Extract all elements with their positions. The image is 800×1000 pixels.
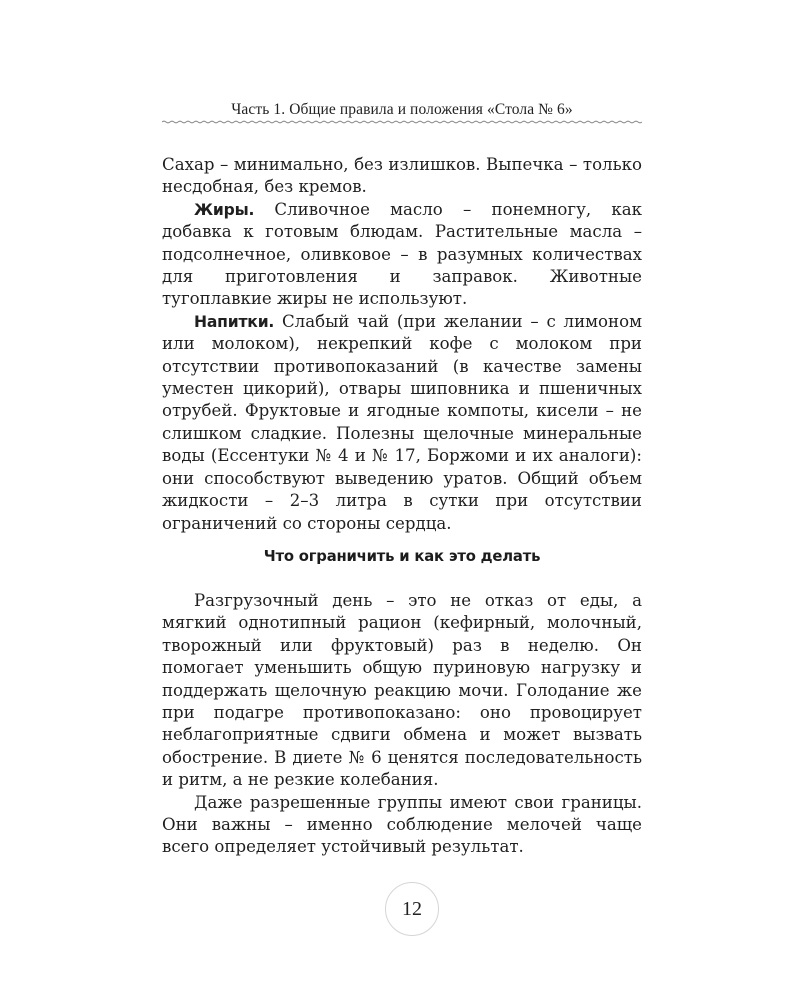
paragraph-sugar: Сахар – минимально, без излишков. Выпечка – только несдобная, без кремов. bbox=[162, 155, 642, 197]
paragraph-fasting-day: Разгрузочный день – это не отказ от еды, а мягкий однотипный рацион (кефирный, молочный, творожный или фруктовый) раз в неделю. Он помогает уменьшить общую пуриновую нагрузку и поддержать щелочную реакцию мочи. Голодание же при подагре противопоказано: оно провоцирует неблагоприятные сдвиги обмена и может вызвать обострение. В диете № 6 ценятся последовательность и ритм, а не резкие колебания. bbox=[162, 591, 642, 790]
fats-text: Сливочное масло – понемногу, как добавка к готовым блюдам. Растительные масла – подсолнечное, оливковое – в разумных количествах для приготовления и заправок. Животные тугоплавкие жиры не используют. bbox=[162, 199, 642, 309]
running-header-title: Часть 1. Общие правила и положения «Стола № 6» bbox=[231, 101, 573, 118]
drinks-label: Напитки. bbox=[194, 312, 275, 331]
section-allowed-foods bbox=[162, 154, 642, 535]
paragraph-fats bbox=[162, 199, 642, 311]
section-restrictions bbox=[162, 590, 642, 859]
paragraph-drinks bbox=[162, 311, 642, 535]
running-header bbox=[162, 101, 642, 119]
fats-label: Жиры. bbox=[194, 200, 255, 219]
section-heading bbox=[162, 548, 642, 565]
page-number-badge bbox=[385, 882, 439, 936]
section-heading-text: Что ограничить и как это делать bbox=[263, 548, 541, 565]
page-number: 12 bbox=[402, 897, 422, 920]
header-wavy-rule bbox=[162, 118, 642, 126]
paragraph-limits: Даже разрешенные группы имеют свои границы. Они важны – именно соблюдение мелочей чаще всего определяет устойчивый результат. bbox=[162, 792, 642, 857]
drinks-text: Слабый чай (при желании – с лимоном или молоком), некрепкий кофе с молоком при отсутствии противопоказаний (в качестве замены уместен цикорий), отвары шиповника и пшеничных отрубей. Фруктовые и ягодные компоты, кисели – не слишком сладкие. Полезны щелочные минеральные воды (Ессентуки № 4 и № 17, Боржоми и их аналоги): они способствуют выведению уратов. Общий объем жидкости – 2–3 литра в сутки при отсутствии ограничений со стороны сердца. bbox=[162, 311, 642, 533]
